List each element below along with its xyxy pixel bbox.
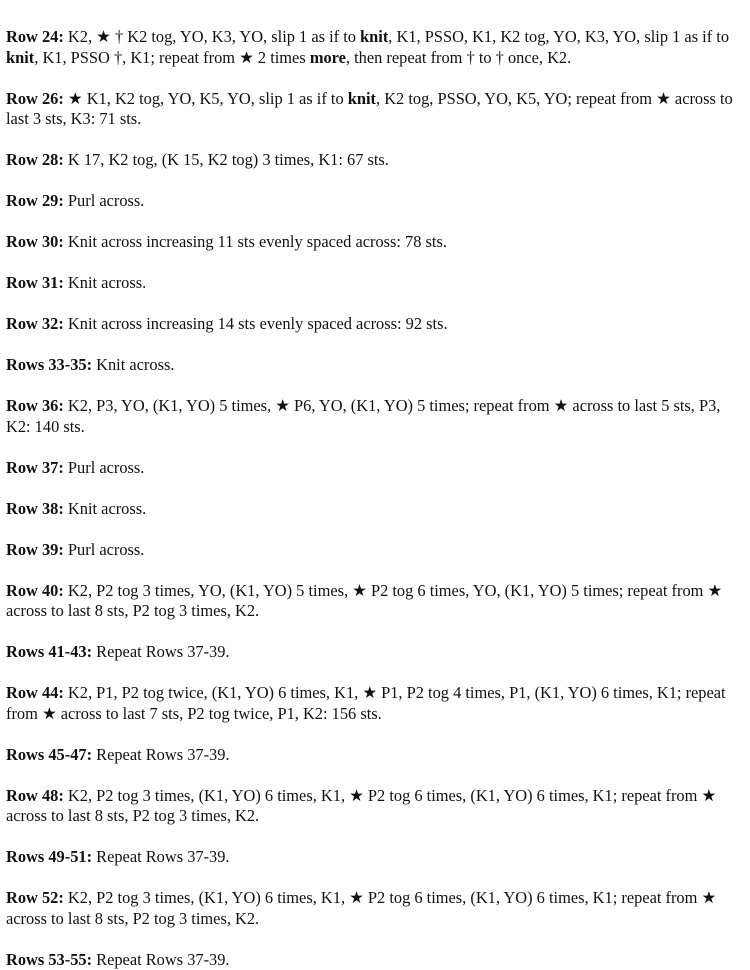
row-label: Row 30:	[6, 232, 64, 251]
instruction-text: Knit across increasing 14 sts evenly spaced across: 92 sts.	[63, 314, 448, 333]
pattern-row	[6, 232, 746, 253]
row-label: Row 37:	[6, 457, 64, 477]
pattern-row	[6, 540, 746, 561]
pattern-row	[6, 683, 746, 724]
pattern-row	[6, 458, 746, 479]
row-label: Rows 53-55:	[6, 949, 93, 969]
pattern-row	[6, 950, 746, 970]
instruction-text: K2, P1, P2 tog twice, (K1, YO) 6 times, K1, ★ P1, P2 tog 4 times, P1, (K1, YO) 6 times, K1; repeat from ★ across to last 7 sts, P2 tog twice, P1, K2: 156 sts.	[6, 683, 726, 723]
instruction-text: , then repeat from † to † once, K2.	[345, 47, 572, 67]
pattern-row	[6, 314, 746, 335]
row-label: Row 52:	[6, 888, 64, 907]
row-label: Row 44:	[6, 683, 64, 702]
instruction-text: K2, P3, YO, (K1, YO) 5 times, ★ P6, YO, (K1, YO) 5 times; repeat from ★ across to last 5 sts, P3, K2: 140 sts.	[6, 396, 721, 436]
pattern-row	[6, 847, 746, 868]
pattern-row	[6, 786, 746, 827]
pattern-row	[6, 745, 746, 766]
instruction-text: Knit across.	[92, 355, 175, 374]
pattern-row	[6, 581, 746, 622]
row-label: Row 48:	[6, 785, 64, 805]
instruction-text: Knit across.	[63, 498, 147, 518]
row-label: Row 40:	[6, 580, 64, 600]
pattern-row	[6, 191, 746, 212]
row-label: Row 38:	[6, 498, 64, 518]
row-label: Row 31:	[6, 273, 64, 292]
pattern-row	[6, 89, 746, 130]
pattern-row	[6, 27, 746, 68]
instruction-text: K 17, K2 tog, (K 15, K2 tog) 3 times, K1: 67 sts.	[63, 150, 389, 169]
pattern-row	[6, 355, 746, 376]
instruction-text: Repeat Rows 37-39.	[92, 642, 230, 661]
row-label: Rows 41-43:	[6, 642, 93, 661]
instruction-text: ★ K1, K2 tog, YO, K5, YO, slip 1 as if to	[63, 88, 348, 108]
pattern-row	[6, 888, 746, 929]
emphasis-text: knit	[360, 27, 389, 46]
row-label: Row 39:	[6, 539, 64, 559]
emphasis-text: knit	[6, 47, 35, 67]
row-label: Row 32:	[6, 314, 64, 333]
pattern-row	[6, 642, 746, 663]
instruction-text: , K2 tog, PSSO, YO, K5, YO; repeat from ★ across to last 3 sts, K3: 71 sts.	[6, 88, 733, 128]
instruction-text: Purl across.	[63, 539, 145, 559]
instruction-text: K2, P2 tog 3 times, (K1, YO) 6 times, K1, ★ P2 tog 6 times, (K1, YO) 6 times, K1; repeat from ★ across to last 8 sts, P2 tog 3 times, K2.	[6, 785, 717, 825]
row-label: Rows 33-35:	[6, 355, 93, 374]
instruction-text: Purl across.	[63, 457, 145, 477]
row-label: Row 26:	[6, 88, 64, 108]
instruction-text: K2, ★ † K2 tog, YO, K3, YO, slip 1 as if to	[63, 27, 361, 46]
pattern-row	[6, 499, 746, 520]
pattern-row	[6, 396, 746, 437]
instruction-text: Knit across increasing 11 sts evenly spaced across: 78 sts.	[63, 232, 447, 251]
instruction-text: Repeat Rows 37-39.	[92, 847, 230, 866]
pattern-row	[6, 150, 746, 171]
instruction-text: , K1, PSSO, K1, K2 tog, YO, K3, YO, slip 1 as if to	[388, 27, 730, 46]
row-label: Rows 45-47:	[6, 744, 93, 764]
emphasis-text: knit	[347, 88, 376, 108]
row-label: Row 36:	[6, 396, 64, 415]
instruction-text: Knit across.	[63, 273, 147, 292]
instruction-text: K2, P2 tog 3 times, (K1, YO) 6 times, K1, ★ P2 tog 6 times, (K1, YO) 6 times, K1; repeat from ★ across to last 8 sts, P2 tog 3 times, K2.	[6, 888, 717, 928]
emphasis-text: more	[309, 47, 346, 67]
instruction-text: Repeat Rows 37-39.	[92, 744, 230, 764]
instruction-text: K2, P2 tog 3 times, YO, (K1, YO) 5 times, ★ P2 tog 6 times, YO, (K1, YO) 5 times; repeat from ★ across to last 8 sts, P2 tog 3 times, K2.	[6, 580, 723, 620]
row-label: Row 29:	[6, 191, 64, 210]
instruction-text: Purl across.	[63, 191, 145, 210]
instruction-text: , K1, PSSO †, K1; repeat from ★ 2 times	[34, 47, 310, 67]
row-label: Row 24:	[6, 27, 64, 46]
row-label: Row 28:	[6, 150, 64, 169]
row-label: Rows 49-51:	[6, 847, 93, 866]
pattern-row	[6, 273, 746, 294]
instruction-text: Repeat Rows 37-39.	[92, 949, 230, 969]
